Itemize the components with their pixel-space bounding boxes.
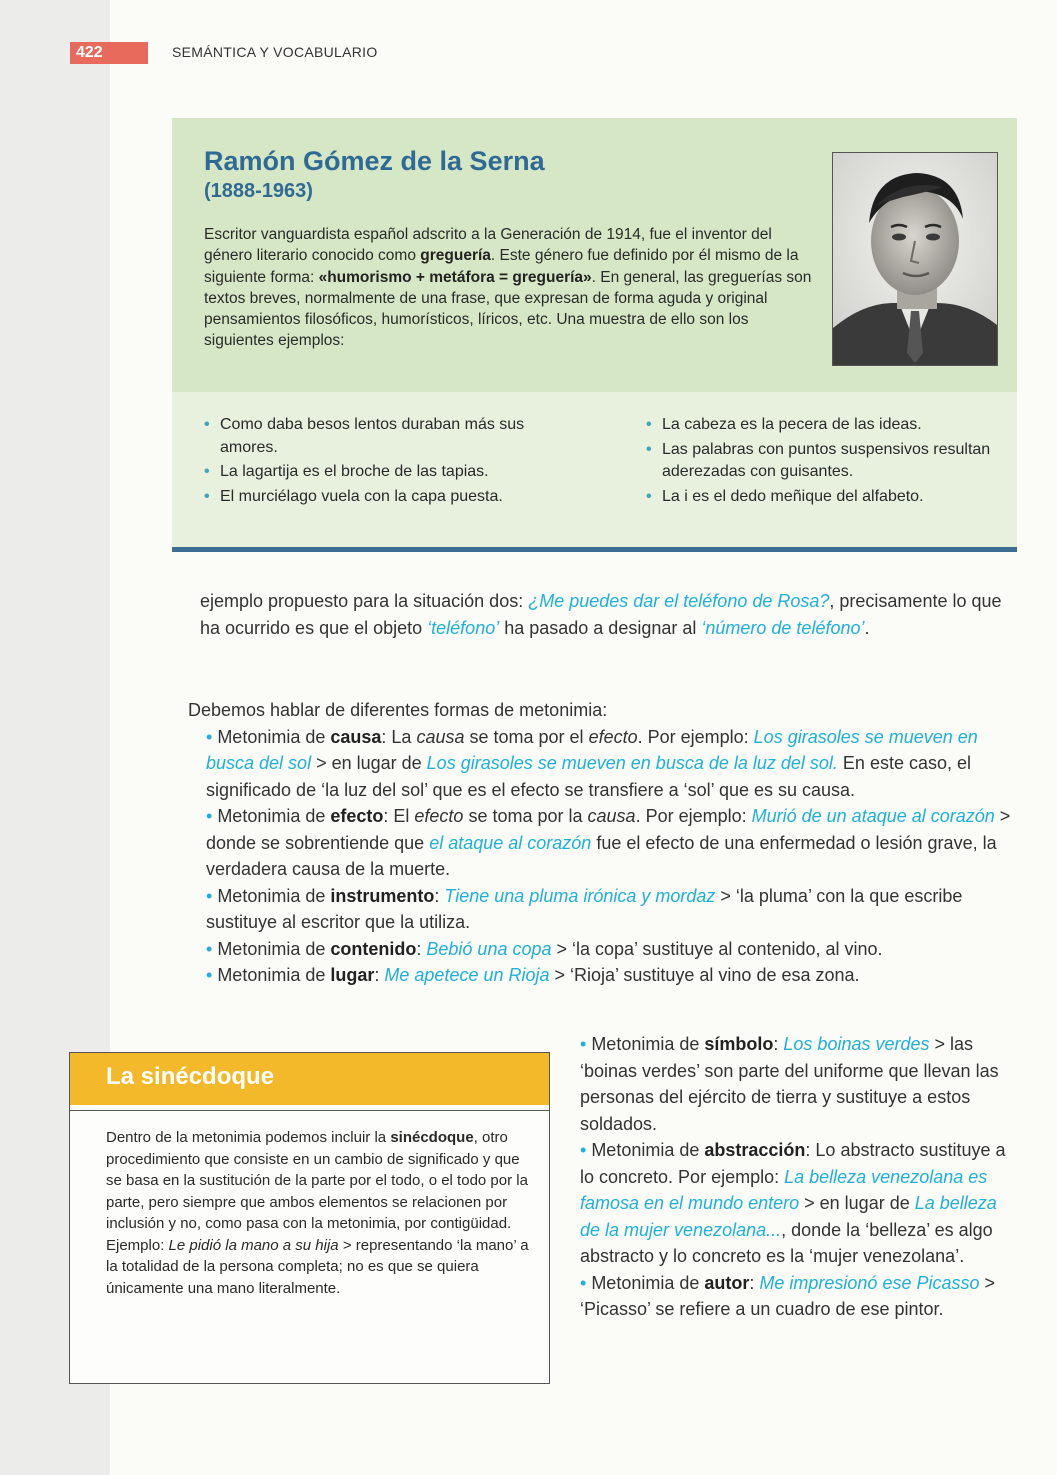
bio-formula: «humorismo + metáfora = greguería» [318,268,592,286]
sinecdoque-box [69,1052,550,1384]
metonymy-contenido: • Metonimia de contenido: Bebió una copa > ‘la copa’ sustituye al contenido, al vino. [206,938,883,959]
example-item: • El murciélago vuela con la capa puesta. [204,487,503,505]
sinecdoque-header-rule [70,1110,549,1111]
bio-dates: (1888-1963) [204,180,313,202]
metonymy-simbolo: • Metonimia de símbolo: Los boinas verdes > las ‘boinas verdes’ son parte del uniforme que llevan las personas del ejército de tierra y sustituye a estos soldados. [580,1034,999,1134]
bio-text: Escritor vanguardista español adscrito a la Generación de 1914, fue el inventor del género literario conocido como greguería. Este género fue definido por él mismo de la siguiente forma: «humorismo + metáfora = greguería». En general, las greguerías son textos breves, normalmente de una frase, que expresan de forma aguda y original pensamientos filosóficos, humorísticos, líricos, etc. Una muestra de ello son los siguientes ejemplos: [204,226,812,350]
metonymy-intro: Debemos hablar de diferentes formas de metonimia: [188,700,608,720]
example-item: • Las palabras con puntos suspensivos resultan aderezadas con guisantes. [646,440,991,480]
example-item: • Como daba besos lentos duraban más sus amores. [204,416,525,456]
author-portrait [832,152,998,366]
bio-name: Ramón Gómez de la Serna [204,146,545,176]
sinecdoque-title: La sinécdoque [106,1063,275,1090]
example-item: • La cabeza es la pecera de las ideas. [646,416,922,433]
sinecdoque-text: Dentro de la metonimia podemos incluir la sinécdoque, otro procedimiento que consiste en un cambio de significado y que se basa en la sustitución de la parte por el todo, o el todo por la parte, pero siempre que ambos elementos se relacionen por inclusión y no, como pasa con la metonimia, por contigüidad. Ejemplo: Le pidió la mano a su hija > representando ‘la mano’ a la totalidad de la persona completa; no es que se quiera únicamente una mano literalmente. [106,1129,529,1297]
continuation-paragraph: ejemplo propuesto para la situación dos: ¿Me puedes dar el teléfono de Rosa?, precisamente lo que ha ocurrido es que el objeto ‘teléfono’ ha pasado a designar al ‘número de teléfono’. [200,591,1002,638]
metonymy-causa: • Metonimia de causa: La causa se toma por el efecto. Por ejemplo: Los girasoles se mueven en busca del sol > en lugar de Los girasoles se mueven en busca de la luz del sol. En este caso, el significado de ‘la luz del sol’ que es el efecto se transfiere a ‘sol’ que es su causa. [206,726,978,800]
portrait-image [833,153,997,365]
example-item: • La i es el dedo meñique del alfabeto. [646,487,924,505]
page-number: 422 [70,42,148,64]
metonymy-section [188,697,1018,989]
examples-right-column [646,414,1006,510]
examples-left-column [204,414,564,510]
metonymy-efecto: • Metonimia de efecto: El efecto se toma por la causa. Por ejemplo: Murió de un ataque al corazón > donde se sobrentiende que el ataque al corazón fue el efecto de una enfermedad o lesión grave, la verdadera causa de la muerte. [206,806,1011,879]
greguerias-examples-box [172,392,1017,547]
metonymy-right-column [580,1031,1020,1323]
example-item: • La lagartija es el broche de las tapias. [204,463,489,480]
metonymy-abstraccion: • Metonimia de abstracción: Lo abstracto sustituye a lo concreto. Por ejemplo: La belleza venezolana es famosa en el mundo entero > en lugar de La belleza de la mujer venezolana..., donde la ‘belleza’ es algo abstracto y lo concreto es la ‘mujer venezolana’. [580,1140,1006,1266]
biography-box [172,118,1017,392]
metonymy-autor: • Metonimia de autor: Me impresionó ese Picasso > ‘Picasso’ se refiere a un cuadro de ese pintor. [580,1272,996,1319]
running-title: SEMÁNTICA Y VOCABULARIO [172,44,378,60]
bio-keyword-greguerias: greguería [420,247,491,265]
metonymy-lugar: • Metonimia de lugar: Me apetece un Rioja > ‘Rioja’ sustituye al vino de esa zona. [206,965,860,985]
metonymy-instrumento: • Metonimia de instrumento: Tiene una pluma irónica y mordaz > ‘la pluma’ con la que escribe sustituye al escritor que la utiliza. [206,885,963,932]
section-divider [172,547,1017,552]
sinecdoque-header [70,1053,549,1105]
